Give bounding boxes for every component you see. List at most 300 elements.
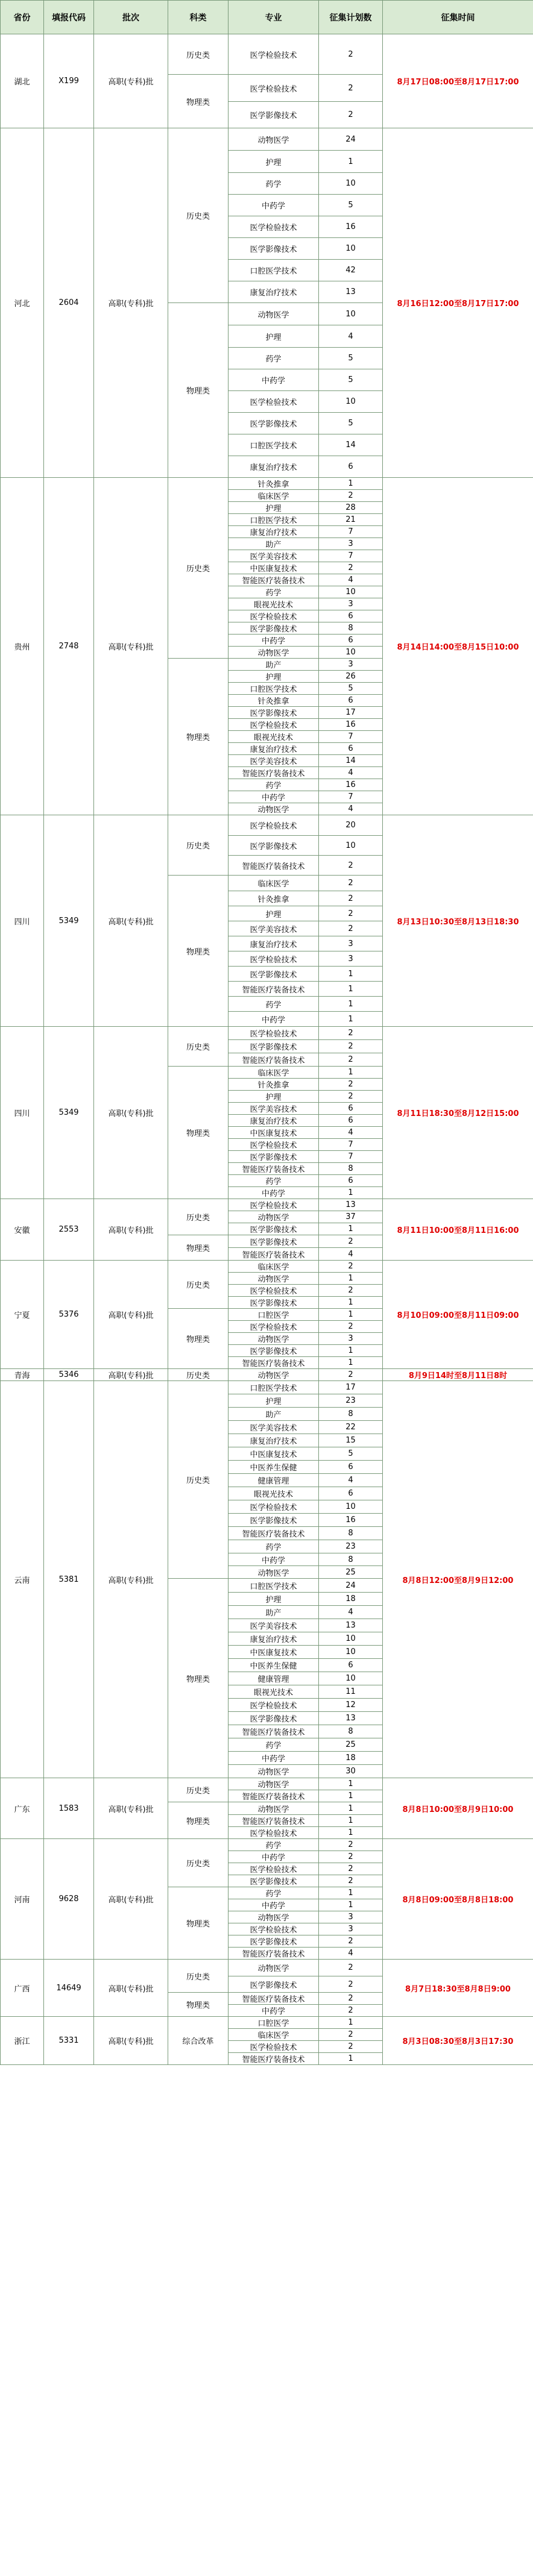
table-row <box>1 815 533 836</box>
header-code: 填报代码 <box>44 1 94 34</box>
major-cell: 智能医疗装备技术 <box>229 1948 319 1960</box>
major-cell: 智能医疗装备技术 <box>229 1357 319 1369</box>
plan-count-cell: 1 <box>319 1187 383 1199</box>
table-header <box>1 1 533 34</box>
plan-count-cell: 10 <box>319 1500 383 1514</box>
major-cell: 动物医学 <box>229 1960 319 1976</box>
major-cell: 动物医学 <box>229 647 319 659</box>
plan-count-cell: 2 <box>319 1027 383 1040</box>
major-cell: 中医康复技术 <box>229 562 319 574</box>
plan-count-cell: 2 <box>319 1040 383 1053</box>
major-cell: 康复治疗技术 <box>229 1632 319 1646</box>
period-cell: 8月8日09:00至8月8日18:00 <box>383 1839 533 1960</box>
major-cell: 眼视光技术 <box>229 731 319 743</box>
major-cell: 中药学 <box>229 369 319 391</box>
major-cell: 口腔医学 <box>229 1309 319 1321</box>
plan-count-cell: 8 <box>319 1725 383 1738</box>
major-cell: 中医康复技术 <box>229 1447 319 1461</box>
major-cell: 护理 <box>229 906 319 921</box>
batch-cell: 高职(专科)批 <box>94 1839 168 1960</box>
plan-count-cell: 7 <box>319 526 383 538</box>
major-cell: 医学检验技术 <box>229 1500 319 1514</box>
batch-cell: 高职(专科)批 <box>94 1027 168 1199</box>
plan-count-cell: 23 <box>319 1540 383 1553</box>
major-cell: 眼视光技术 <box>229 1487 319 1500</box>
plan-count-cell: 1 <box>319 1357 383 1369</box>
plan-count-cell: 10 <box>319 391 383 413</box>
code-cell: 2553 <box>44 1199 94 1261</box>
major-cell: 口腔医学技术 <box>229 1381 319 1394</box>
plan-count-cell: 24 <box>319 1579 383 1593</box>
plan-count-cell: 10 <box>319 647 383 659</box>
major-cell: 药学 <box>229 779 319 791</box>
major-cell: 临床医学 <box>229 876 319 891</box>
category-cell: 历史类 <box>168 1839 229 1887</box>
plan-count-cell: 2 <box>319 1091 383 1103</box>
plan-count-cell: 5 <box>319 369 383 391</box>
category-cell: 历史类 <box>168 1369 229 1381</box>
major-cell: 医学检验技术 <box>229 34 319 75</box>
province-cell: 广西 <box>1 1960 44 2017</box>
category-cell: 物理类 <box>168 1309 229 1369</box>
major-cell: 智能医疗装备技术 <box>229 1053 319 1067</box>
plan-count-cell: 1 <box>319 1067 383 1079</box>
plan-count-cell: 1 <box>319 2053 383 2065</box>
plan-count-cell: 4 <box>319 325 383 348</box>
major-cell: 中药学 <box>229 791 319 803</box>
major-cell: 医学美容技术 <box>229 1103 319 1115</box>
plan-count-cell: 2 <box>319 1935 383 1948</box>
major-cell: 医学影像技术 <box>229 1935 319 1948</box>
batch-cell: 高职(专科)批 <box>94 1381 168 1778</box>
code-cell: 5349 <box>44 1027 94 1199</box>
major-cell: 智能医疗装备技术 <box>229 1725 319 1738</box>
plan-count-cell: 22 <box>319 1421 383 1434</box>
major-cell: 医学影像技术 <box>229 1976 319 1993</box>
major-cell: 康复治疗技术 <box>229 743 319 755</box>
category-cell: 物理类 <box>168 659 229 815</box>
major-cell: 医学检验技术 <box>229 2041 319 2053</box>
province-cell: 河南 <box>1 1839 44 1960</box>
code-cell: 5376 <box>44 1261 94 1369</box>
major-cell: 动物医学 <box>229 1778 319 1790</box>
plan-count-cell: 10 <box>319 173 383 195</box>
major-cell: 中医康复技术 <box>229 1646 319 1659</box>
major-cell: 医学检验技术 <box>229 216 319 238</box>
plan-count-cell: 10 <box>319 1646 383 1659</box>
plan-count-cell: 5 <box>319 348 383 369</box>
category-cell: 历史类 <box>168 1381 229 1579</box>
major-cell: 智能医疗装备技术 <box>229 574 319 586</box>
table-body <box>1 34 533 2065</box>
plan-count-cell: 2 <box>319 876 383 891</box>
plan-count-cell: 6 <box>319 635 383 647</box>
major-cell: 口腔医学 <box>229 2017 319 2029</box>
plan-count-cell: 37 <box>319 1211 383 1223</box>
plan-count-cell: 17 <box>319 1381 383 1394</box>
category-cell: 历史类 <box>168 1778 229 1802</box>
major-cell: 眼视光技术 <box>229 598 319 610</box>
major-cell: 康复治疗技术 <box>229 281 319 303</box>
major-cell: 动物医学 <box>229 803 319 815</box>
plan-count-cell: 18 <box>319 1593 383 1606</box>
major-cell: 智能医疗装备技术 <box>229 856 319 876</box>
table-row <box>1 1839 533 1851</box>
category-cell: 物理类 <box>168 1067 229 1199</box>
plan-count-cell: 5 <box>319 683 383 695</box>
batch-cell: 高职(专科)批 <box>94 1960 168 2017</box>
category-cell: 历史类 <box>168 128 229 303</box>
major-cell: 口腔医学技术 <box>229 260 319 281</box>
category-cell: 历史类 <box>168 478 229 659</box>
major-cell: 助产 <box>229 659 319 671</box>
category-cell: 历史类 <box>168 1261 229 1309</box>
plan-count-cell: 2 <box>319 906 383 921</box>
major-cell: 动物医学 <box>229 1333 319 1345</box>
major-cell: 医学检验技术 <box>229 951 319 967</box>
header-row <box>1 1 533 34</box>
header-category: 科类 <box>168 1 229 34</box>
plan-count-cell: 1 <box>319 1223 383 1235</box>
major-cell: 护理 <box>229 671 319 683</box>
table-row <box>1 1369 533 1381</box>
plan-count-cell: 6 <box>319 456 383 478</box>
plan-count-cell: 4 <box>319 803 383 815</box>
category-cell: 物理类 <box>168 876 229 1027</box>
plan-count-cell: 14 <box>319 434 383 456</box>
major-cell: 智能医疗装备技术 <box>229 2053 319 2065</box>
major-cell: 医学检验技术 <box>229 1027 319 1040</box>
plan-count-cell: 7 <box>319 731 383 743</box>
plan-count-cell: 8 <box>319 1527 383 1540</box>
plan-count-cell: 2 <box>319 2041 383 2053</box>
major-cell: 护理 <box>229 151 319 173</box>
plan-count-cell: 28 <box>319 502 383 514</box>
major-cell: 药学 <box>229 1839 319 1851</box>
period-cell: 8月11日18:30至8月12日15:00 <box>383 1027 533 1199</box>
table-row <box>1 1027 533 1040</box>
category-cell: 历史类 <box>168 1027 229 1067</box>
plan-count-cell: 3 <box>319 598 383 610</box>
category-cell: 物理类 <box>168 1802 229 1839</box>
major-cell: 口腔医学技术 <box>229 434 319 456</box>
province-cell: 浙江 <box>1 2017 44 2065</box>
plan-count-cell: 23 <box>319 1394 383 1408</box>
province-cell: 宁夏 <box>1 1261 44 1369</box>
table-row <box>1 1778 533 1790</box>
plan-count-cell: 6 <box>319 610 383 622</box>
plan-count-cell: 2 <box>319 1863 383 1875</box>
plan-count-cell: 1 <box>319 1012 383 1027</box>
major-cell: 动物医学 <box>229 1211 319 1223</box>
major-cell: 药学 <box>229 1540 319 1553</box>
plan-count-cell: 13 <box>319 1199 383 1211</box>
plan-count-cell: 7 <box>319 1151 383 1163</box>
category-cell: 物理类 <box>168 1887 229 1960</box>
major-cell: 医学影像技术 <box>229 1151 319 1163</box>
major-cell: 护理 <box>229 502 319 514</box>
code-cell: 5331 <box>44 2017 94 2065</box>
period-cell: 8月11日10:00至8月11日16:00 <box>383 1199 533 1261</box>
plan-count-cell: 30 <box>319 1765 383 1778</box>
batch-cell: 高职(专科)批 <box>94 478 168 815</box>
plan-count-cell: 16 <box>319 719 383 731</box>
major-cell: 医学检验技术 <box>229 815 319 836</box>
plan-count-cell: 1 <box>319 1887 383 1899</box>
major-cell: 医学美容技术 <box>229 550 319 562</box>
major-cell: 医学检验技术 <box>229 75 319 102</box>
header-batch: 批次 <box>94 1 168 34</box>
major-cell: 健康管理 <box>229 1474 319 1487</box>
plan-count-cell: 10 <box>319 303 383 325</box>
plan-count-cell: 12 <box>319 1699 383 1712</box>
plan-count-cell: 2 <box>319 102 383 128</box>
province-cell: 四川 <box>1 1027 44 1199</box>
plan-count-cell: 1 <box>319 1345 383 1357</box>
plan-count-cell: 20 <box>319 815 383 836</box>
plan-count-cell: 2 <box>319 1839 383 1851</box>
major-cell: 助产 <box>229 1408 319 1421</box>
major-cell: 药学 <box>229 1175 319 1187</box>
plan-count-cell: 10 <box>319 238 383 260</box>
province-cell: 湖北 <box>1 34 44 128</box>
batch-cell: 高职(专科)批 <box>94 1199 168 1261</box>
category-cell: 物理类 <box>168 1993 229 2017</box>
plan-count-cell: 8 <box>319 1163 383 1175</box>
plan-count-cell: 15 <box>319 1434 383 1447</box>
plan-count-cell: 8 <box>319 1408 383 1421</box>
code-cell: X199 <box>44 34 94 128</box>
batch-cell: 高职(专科)批 <box>94 128 168 478</box>
period-cell: 8月16日12:00至8月17日17:00 <box>383 128 533 478</box>
plan-count-cell: 4 <box>319 1248 383 1261</box>
plan-count-cell: 2 <box>319 1993 383 2005</box>
plan-count-cell: 1 <box>319 1802 383 1815</box>
major-cell: 医学影像技术 <box>229 707 319 719</box>
major-cell: 助产 <box>229 1606 319 1619</box>
batch-cell: 高职(专科)批 <box>94 1261 168 1369</box>
major-cell: 药学 <box>229 1887 319 1899</box>
major-cell: 护理 <box>229 1091 319 1103</box>
plan-count-cell: 6 <box>319 1103 383 1115</box>
major-cell: 医学检验技术 <box>229 1699 319 1712</box>
plan-count-cell: 6 <box>319 1115 383 1127</box>
table-row <box>1 1381 533 1394</box>
plan-count-cell: 1 <box>319 1790 383 1802</box>
major-cell: 药学 <box>229 1738 319 1752</box>
plan-count-cell: 1 <box>319 967 383 982</box>
plan-count-cell: 11 <box>319 1685 383 1699</box>
plan-count-cell: 2 <box>319 1960 383 1976</box>
major-cell: 口腔医学技术 <box>229 514 319 526</box>
major-cell: 药学 <box>229 348 319 369</box>
plan-count-cell: 2 <box>319 2029 383 2041</box>
plan-count-cell: 17 <box>319 707 383 719</box>
code-cell: 5381 <box>44 1381 94 1778</box>
major-cell: 医学检验技术 <box>229 1199 319 1211</box>
batch-cell: 高职(专科)批 <box>94 1369 168 1381</box>
major-cell: 医学影像技术 <box>229 967 319 982</box>
category-cell: 历史类 <box>168 34 229 75</box>
table-row <box>1 1199 533 1211</box>
plan-count-cell: 2 <box>319 856 383 876</box>
major-cell: 动物医学 <box>229 303 319 325</box>
plan-count-cell: 10 <box>319 586 383 598</box>
plan-count-cell: 10 <box>319 836 383 856</box>
plan-count-cell: 2 <box>319 921 383 936</box>
code-cell: 2604 <box>44 128 94 478</box>
major-cell: 医学检验技术 <box>229 391 319 413</box>
major-cell: 健康管理 <box>229 1672 319 1685</box>
category-cell: 物理类 <box>168 75 229 128</box>
major-cell: 康复治疗技术 <box>229 936 319 951</box>
major-cell: 医学检验技术 <box>229 1863 319 1875</box>
plan-count-cell: 26 <box>319 671 383 683</box>
category-cell: 物理类 <box>168 1579 229 1778</box>
province-cell: 青海 <box>1 1369 44 1381</box>
major-cell: 助产 <box>229 538 319 550</box>
plan-count-cell: 3 <box>319 659 383 671</box>
plan-count-cell: 2 <box>319 1235 383 1248</box>
plan-count-cell: 8 <box>319 622 383 635</box>
code-cell: 5346 <box>44 1369 94 1381</box>
major-cell: 医学影像技术 <box>229 1875 319 1887</box>
plan-count-cell: 4 <box>319 1474 383 1487</box>
major-cell: 动物医学 <box>229 1765 319 1778</box>
major-cell: 护理 <box>229 1394 319 1408</box>
major-cell: 医学检验技术 <box>229 1321 319 1333</box>
major-cell: 中药学 <box>229 1899 319 1911</box>
batch-cell: 高职(专科)批 <box>94 815 168 1027</box>
plan-count-cell: 2 <box>319 75 383 102</box>
plan-count-cell: 3 <box>319 1911 383 1923</box>
period-cell: 8月9日14时至8月11日8时 <box>383 1369 533 1381</box>
major-cell: 智能医疗装备技术 <box>229 1248 319 1261</box>
major-cell: 医学美容技术 <box>229 1421 319 1434</box>
province-cell: 河北 <box>1 128 44 478</box>
table-row <box>1 34 533 75</box>
plan-count-cell: 5 <box>319 413 383 434</box>
table-row <box>1 1960 533 1976</box>
plan-count-cell: 2 <box>319 891 383 906</box>
plan-count-cell: 13 <box>319 1619 383 1632</box>
plan-count-cell: 1 <box>319 1273 383 1285</box>
major-cell: 药学 <box>229 586 319 598</box>
plan-count-cell: 2 <box>319 2005 383 2017</box>
major-cell: 智能医疗装备技术 <box>229 1527 319 1540</box>
major-cell: 医学影像技术 <box>229 1235 319 1248</box>
major-cell: 针灸推拿 <box>229 695 319 707</box>
plan-count-cell: 1 <box>319 478 383 490</box>
plan-count-cell: 4 <box>319 767 383 779</box>
major-cell: 动物医学 <box>229 1369 319 1381</box>
plan-count-cell: 4 <box>319 574 383 586</box>
plan-count-cell: 7 <box>319 791 383 803</box>
plan-count-cell: 5 <box>319 1447 383 1461</box>
table-row <box>1 478 533 490</box>
table-row <box>1 2017 533 2029</box>
major-cell: 医学检验技术 <box>229 1923 319 1935</box>
code-cell: 2748 <box>44 478 94 815</box>
major-cell: 药学 <box>229 173 319 195</box>
major-cell: 康复治疗技术 <box>229 1434 319 1447</box>
plan-count-cell: 16 <box>319 779 383 791</box>
plan-count-cell: 2 <box>319 1285 383 1297</box>
plan-count-cell: 1 <box>319 982 383 997</box>
major-cell: 康复治疗技术 <box>229 1115 319 1127</box>
plan-count-cell: 2 <box>319 1369 383 1381</box>
plan-count-cell: 1 <box>319 1778 383 1790</box>
plan-count-cell: 6 <box>319 1175 383 1187</box>
plan-count-cell: 2 <box>319 1851 383 1863</box>
major-cell: 医学影像技术 <box>229 1223 319 1235</box>
major-cell: 口腔医学技术 <box>229 683 319 695</box>
code-cell: 1583 <box>44 1778 94 1839</box>
plan-count-cell: 18 <box>319 1752 383 1765</box>
plan-count-cell: 2 <box>319 1976 383 1993</box>
major-cell: 眼视光技术 <box>229 1685 319 1699</box>
batch-cell: 高职(专科)批 <box>94 2017 168 2065</box>
plan-count-cell: 7 <box>319 1139 383 1151</box>
plan-count-cell: 1 <box>319 1297 383 1309</box>
major-cell: 医学美容技术 <box>229 921 319 936</box>
major-cell: 医学影像技术 <box>229 622 319 635</box>
plan-count-cell: 2 <box>319 490 383 502</box>
table-row <box>1 1261 533 1273</box>
period-cell: 8月8日10:00至8月9日10:00 <box>383 1778 533 1839</box>
plan-count-cell: 1 <box>319 151 383 173</box>
batch-cell: 高职(专科)批 <box>94 34 168 128</box>
plan-count-cell: 3 <box>319 538 383 550</box>
major-cell: 针灸推拿 <box>229 891 319 906</box>
province-cell: 安徽 <box>1 1199 44 1261</box>
major-cell: 医学影像技术 <box>229 836 319 856</box>
plan-count-cell: 13 <box>319 281 383 303</box>
plan-count-cell: 2 <box>319 1875 383 1887</box>
major-cell: 中医养生保健 <box>229 1461 319 1474</box>
major-cell: 中药学 <box>229 1187 319 1199</box>
plan-count-cell: 6 <box>319 1487 383 1500</box>
major-cell: 护理 <box>229 1593 319 1606</box>
table-row <box>1 128 533 151</box>
period-cell: 8月10日09:00至8月11日09:00 <box>383 1261 533 1369</box>
period-cell: 8月7日18:30至8月8日9:00 <box>383 1960 533 2017</box>
major-cell: 医学影像技术 <box>229 102 319 128</box>
major-cell: 中医养生保健 <box>229 1659 319 1672</box>
major-cell: 临床医学 <box>229 490 319 502</box>
major-cell: 医学检验技术 <box>229 1139 319 1151</box>
major-cell: 中药学 <box>229 1553 319 1566</box>
plan-count-cell: 1 <box>319 1899 383 1911</box>
major-cell: 医学检验技术 <box>229 719 319 731</box>
plan-count-cell: 6 <box>319 743 383 755</box>
major-cell: 医学影像技术 <box>229 238 319 260</box>
plan-count-cell: 3 <box>319 936 383 951</box>
plan-count-cell: 3 <box>319 1333 383 1345</box>
plan-count-cell: 8 <box>319 1553 383 1566</box>
header-plan-count: 征集计划数 <box>319 1 383 34</box>
major-cell: 智能医疗装备技术 <box>229 1790 319 1802</box>
plan-count-cell: 2 <box>319 1321 383 1333</box>
major-cell: 医学美容技术 <box>229 1619 319 1632</box>
plan-count-cell: 10 <box>319 1672 383 1685</box>
major-cell: 康复治疗技术 <box>229 526 319 538</box>
category-cell: 历史类 <box>168 1960 229 1993</box>
plan-count-cell: 24 <box>319 128 383 151</box>
code-cell: 14649 <box>44 1960 94 2017</box>
major-cell: 动物医学 <box>229 1566 319 1579</box>
major-cell: 智能医疗装备技术 <box>229 767 319 779</box>
